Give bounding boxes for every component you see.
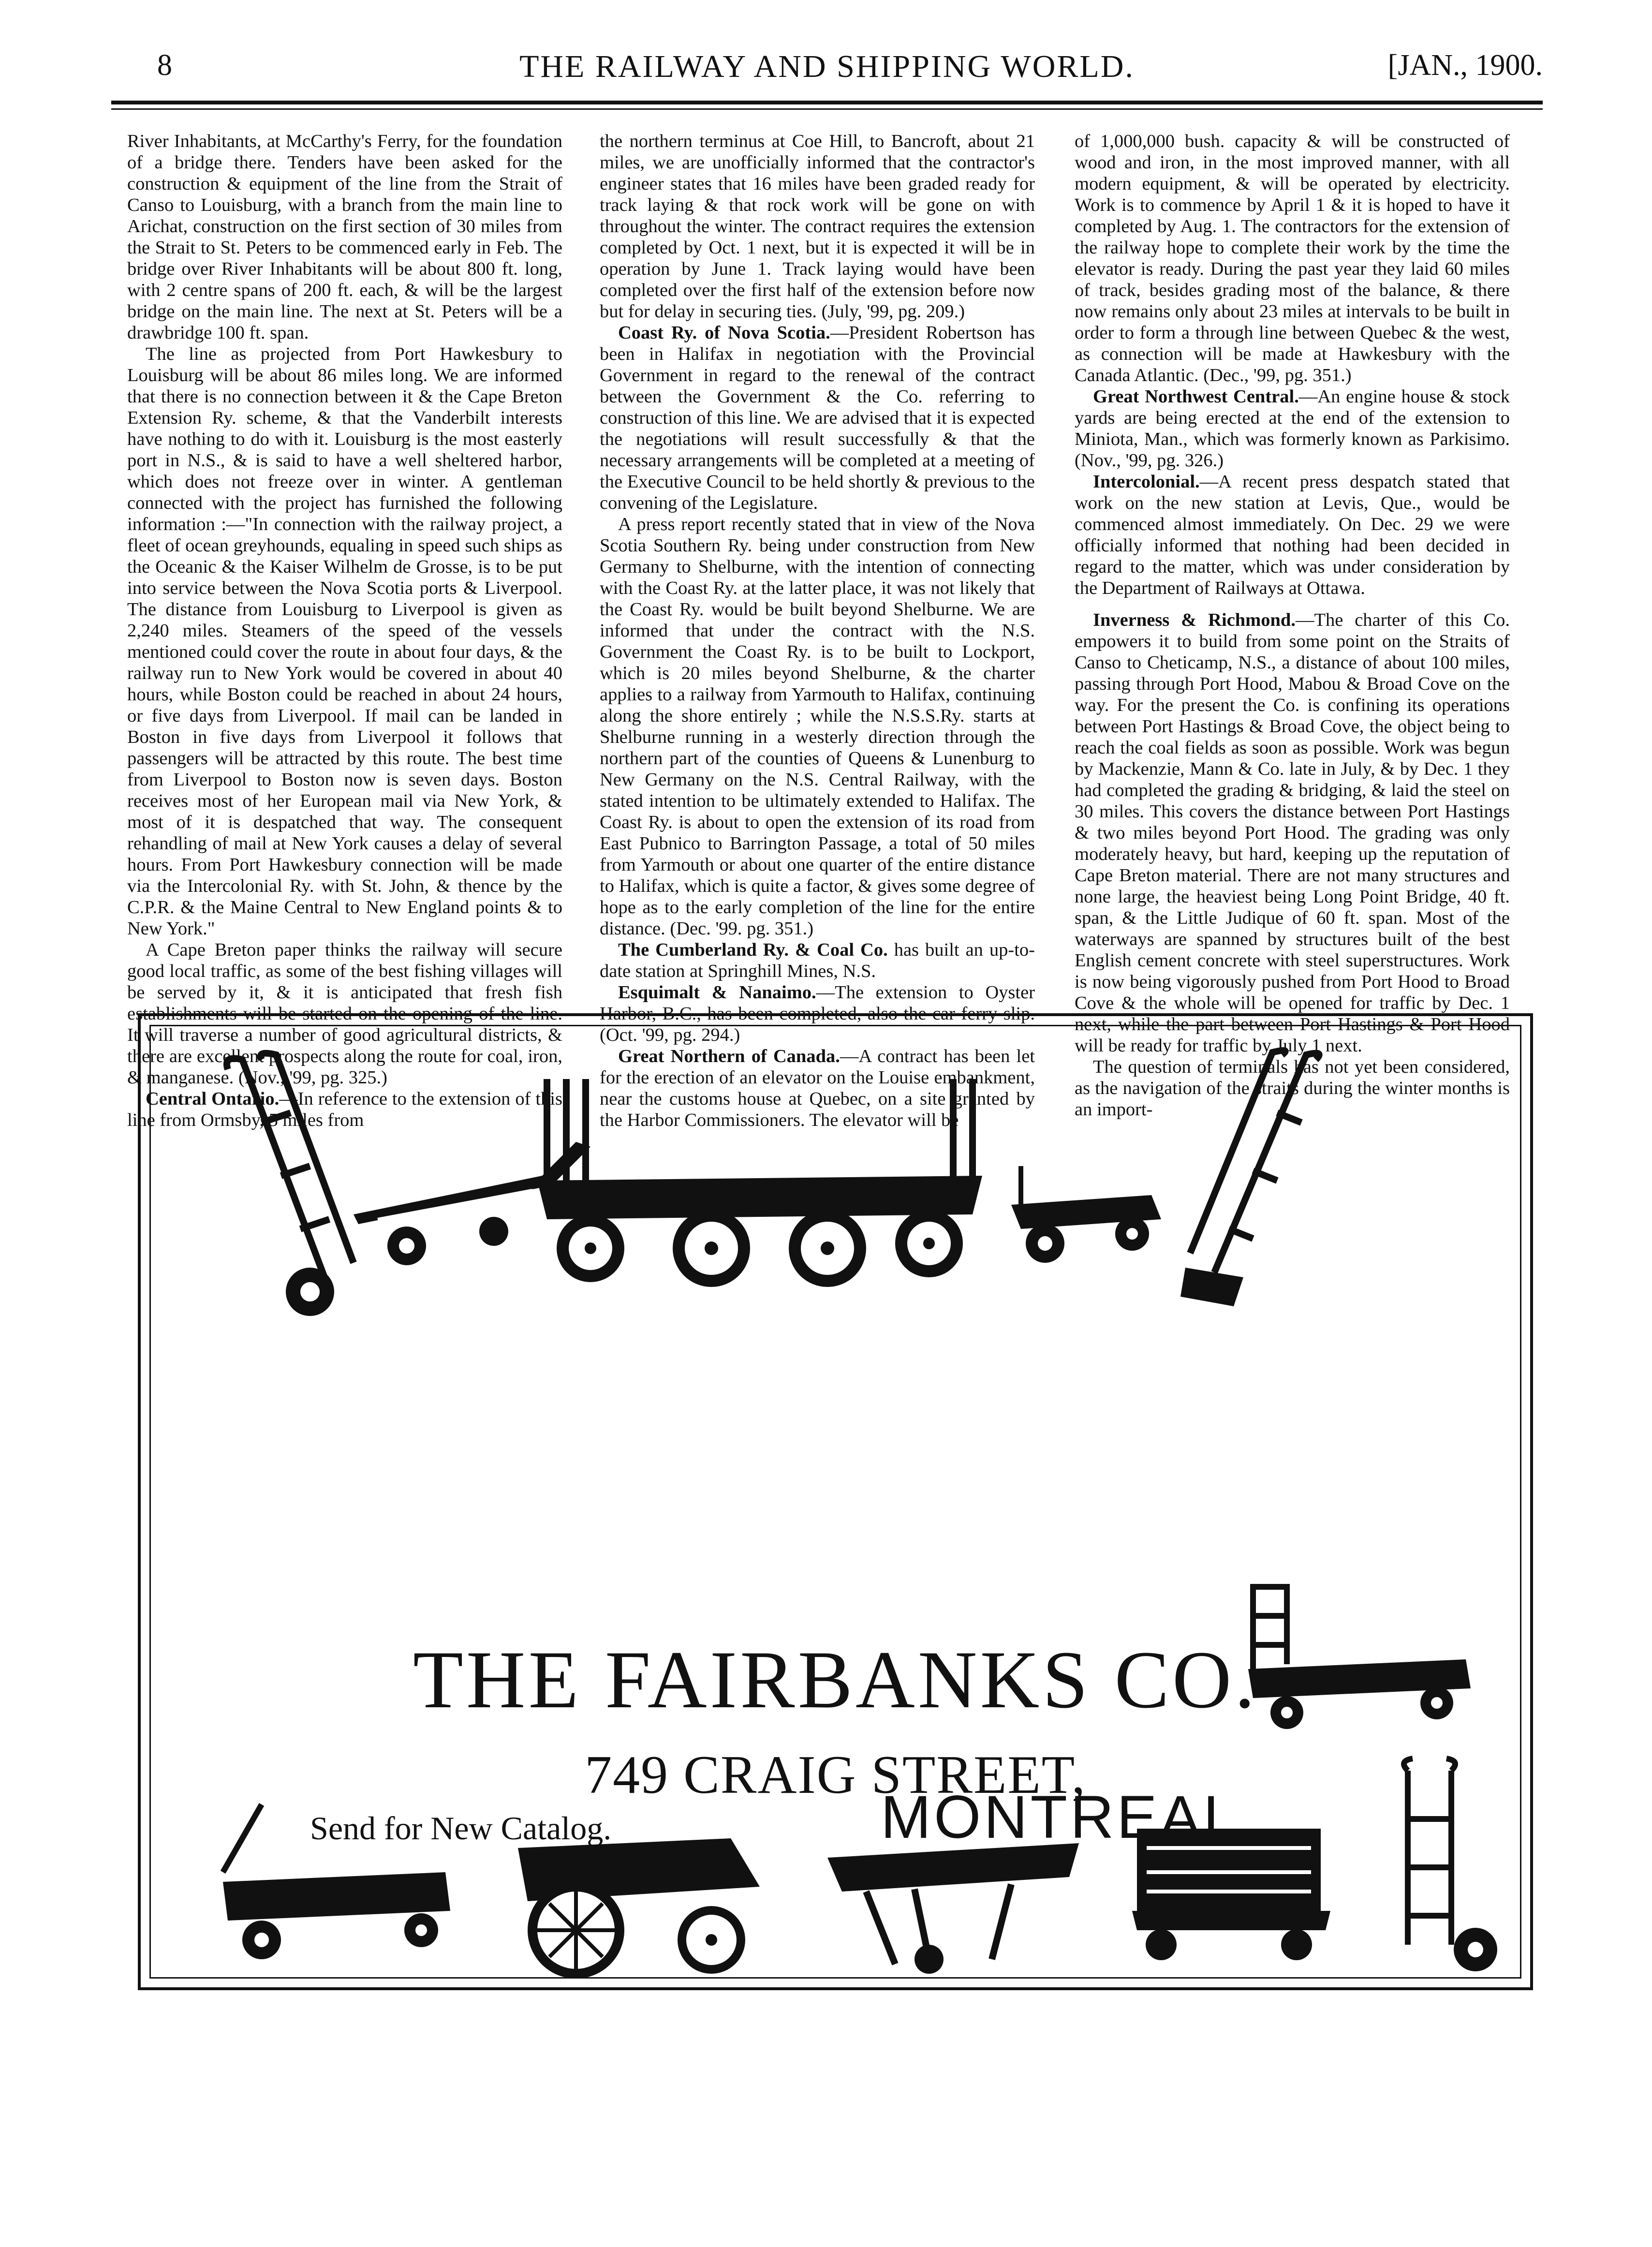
paragraph: Inverness & Richmond.—The charter of this Co. empowers it to build from some point on the Straits of Canso to Cheticamp, N.S., a distance of about 100 miles, passing through Port Hood, Mabou & Broad Cove on the way. For the present the Co. is confining its operations between Port Hastings & Broad Cove, the object being to reach the coal fields as soon as possible. Work was begun by Mackenzie, Mann & Co. late in July, & by Dec. 1 they had completed the grading & bridging, & laid the steel on 30 miles. This covers the distance between Port Hastings & two miles beyond Port Hood. The grading was only moderately heavy, but hard, keeping up the reputation of Cape Breton material. There are not many structures and none large, the heaviest being Long Point Bridge, 40 ft. span, & the Little Judique of 60 ft. span. Most of the waterways are spanned by structures built of the best English cement concrete with steel superstructures. Work is now being vigorously pushed from Port Hood to Broad Cove & the whole will be opened for traffic by Dec. 1 next, while the part between Port Hastings & Port Hood will be ready for traffic by July 1 next. xyxy=(1075,610,1510,1056)
paragraph: Coast Ry. of Nova Scotia.—President Robertson has been in Halifax in negotiation with the Provincial Government in regard to the renewal of the contract between the Government & the Co. referring to construction of this line. We are advised that it is expected the negotiations will result successfully & that the necessary arrangements will be completed at a meeting of the Executive Council to be held shortly & previous to the convening of the Legislature. xyxy=(600,323,1035,513)
paragraph: Great Northern of Canada.—A contract has been let for the erection of an elevator on the Louise embankment, near the customs house at Quebec, on a site granted by the Harbor Commissioners. The elevator will be xyxy=(600,1046,1035,1130)
paragraph: of 1,000,000 bush. capacity & will be constructed of wood and iron, in the most improved manner, with all modern equipment, & will be operated by electricity. Work is to commence by April 1 & it is hoped to have it completed by Aug. 1. The contractors for the extension of the railway hope to complete their work by the time the elevator is ready. During the past year they laid 60 miles of track, besides grading most of the balance, & there now remains only about 23 miles at intervals to be built in order to form a through line between Quebec & the west, as connection will be made at Hawkesbury with the Canada Atlantic. (Dec., '99, pg. 351.) xyxy=(1075,131,1510,385)
hand-truck-icon xyxy=(208,1050,363,1321)
paragraph: Great Northwest Central.—An engine house & stock yards are being erected at the end of the extension to Miniota, Man., which was formerly known as Parkisimo. (Nov., '99, pg. 326.) xyxy=(1075,386,1510,471)
platform-truck-icon xyxy=(1006,1161,1166,1268)
fairbanks-advertisement xyxy=(138,1013,1533,1990)
text-column-2 xyxy=(600,131,1035,1130)
header-rule xyxy=(111,101,1543,104)
paragraph: the northern terminus at Coe Hill, to Bancroft, about 21 miles, we are unofficially informed that the contractor's engineer states that 16 miles have been graded ready for track laying & that rock work will be gone on with throughout the winter. The contract requires the extension completed by Oct. 1 next, but it is expected it will be in operation by June 1. Track laying would have been completed over the first half of the extension before now but for delay in securing ties. (July, '99, pg. 209.) xyxy=(600,131,1035,322)
page-number: 8 xyxy=(157,49,172,82)
section-heading: Intercolonial. xyxy=(1093,472,1200,492)
paragraph: Intercolonial.—A recent press despatch stated that work on the new station at Levis, Que., would be commenced almost immediately. On Dec. 29 we were officially informed that nothing had been decided in regard to the matter, which was under consideration by the Department of Railways at Ottawa. xyxy=(1075,472,1510,598)
text-column-1 xyxy=(127,131,562,1130)
baggage-wagon-icon xyxy=(528,1069,992,1292)
ad-city: MONTREAL. xyxy=(881,1784,1260,1851)
ad-company-name: THE FAIRBANKS CO. xyxy=(413,1634,1258,1725)
wheelbarrow-icon xyxy=(508,1829,769,1983)
section-heading: Great Northwest Central. xyxy=(1093,386,1299,407)
issue-date: [JAN., 1900. xyxy=(1387,49,1543,82)
paragraph: The question of terminals has not yet been considered, as the navigation of the straits during the winter months is an import- xyxy=(1075,1057,1510,1120)
text-column-3 xyxy=(1075,131,1510,1120)
header-rule-thin xyxy=(111,108,1543,110)
paragraph: The line as projected from Port Hawkesbury to Louisburg will be about 86 miles long. We are informed that there is no connection between it & the Cape Breton Extension Ry. scheme, & that the Vanderbilt interests have nothing to do with it. Louisburg is the most easterly port in N.S., & is said to have a well sheltered harbor, which does not freeze over in winter. A gentleman connected with the project has furnished the following information :—"In connection with the railway project, a fleet of ocean greyhounds, equaling in speed such ships as the Oceanic & the Kaiser Wilhelm de Grosse, is to be put into service between the Nova Scotia ports & Liverpool. The distance from Louisburg to Liverpool is given as 2,240 miles. Steamers of the speed of the vessels mentioned could cover the route in about four days, & the railway run to New York would be covered in about 40 hours, while Boston could be reached in about 24 hours, or five days from Liverpool. If mail can be landed in Boston in five days from Liverpool it follows that passengers will be attracted by this route. The best time from Liverpool to Boston now is seven days. Boston receives most of her European mail via New York, & most of it is despatched that way. The consequent rehandling of mail at New York causes a delay of several hours. From Port Hawkesbury connection will be made via the Intercolonial Ry. with St. John, & thence by the C.P.R. & the Maine Central to New England points & to New York." xyxy=(127,344,562,939)
journal-title: THE RAILWAY AND SHIPPING WORLD. xyxy=(519,49,1135,84)
hand-truck-icon xyxy=(1171,1050,1335,1311)
paragraph: River Inhabitants, at McCarthy's Ferry, for the foundation of a bridge there. Tenders have been asked for the construction & equipment of the line from the Strait of Canso to Louisburg, with a branch from the main line to Arichat, construction on the first section of 30 miles from the Strait to St. Peters to be commenced early in Feb. The bridge over River Inhabitants will be about 800 ft. long, with 2 centre spans of 200 ft. each, & will be the largest bridge on the main line. The next at St. Peters will be a drawbridge 100 ft. span. xyxy=(127,131,562,343)
paragraph: Central Ontario.—In reference to the extension of this line from Ormsby, 5 miles from xyxy=(127,1089,562,1130)
section-heading: Great Northern of Canada. xyxy=(618,1046,840,1066)
page-header xyxy=(111,48,1543,116)
ad-street-address: 749 CRAIG STREET, xyxy=(585,1745,1086,1805)
section-heading: Inverness & Richmond. xyxy=(1093,610,1296,630)
paragraph: Esquimalt & Nanaimo.—The extension to Oyster Harbor, B.C., has been completed, also the car ferry slip. (Oct. '99, pg. 294.) xyxy=(600,982,1035,1045)
section-heading: The Cumberland Ry. & Coal Co. xyxy=(618,940,888,960)
ad-catalog-line: Send for New Catalog. xyxy=(310,1810,612,1847)
section-heading: Central Ontario. xyxy=(146,1089,280,1109)
section-heading: Esquimalt & Nanaimo. xyxy=(618,982,816,1003)
section-heading: Coast Ry. of Nova Scotia. xyxy=(618,323,830,343)
paragraph: A Cape Breton paper thinks the railway will secure good local traffic, as some of the best fishing villages will be served by it, & it is anticipated that fresh fish establishments will be started on the opening of the line. It will traverse a number of good agricultural districts, & there are excellent prospects along the route for coal, iron, & manganese. (Nov., '99, pg. 325.) xyxy=(127,940,562,1088)
paragraph: The Cumberland Ry. & Coal Co. has built an up-to-date station at Springhill Mines, N.S. xyxy=(600,940,1035,981)
paragraph: A press report recently stated that in view of the Nova Scotia Southern Ry. being under construction from New Germany to Shelburne, with the intention of connecting with the Coast Ry. at the latter place, it was not likely that the Coast Ry. would be built beyond Shelburne. We are informed that under the contract with the N.S. Government the Coast Ry. is to be built to Lockport, which is 20 miles beyond Shelburne, & the charter applies to a railway from Yarmouth to Halifax, continuing along the shore entirely ; while the N.S.S.Ry. starts at Shelburne running in a westerly direction through the northern part of the counties of Queens & Lunenburg to New Germany on the N.S. Central Railway, with the stated intention to be ultimately extended to Halifax. The Coast Ry. is about to open the extension of its road from East Pubnico to Barrington Passage, a total of 50 miles from Yarmouth or about one quarter of the entire distance to Halifax, which is quite a factor, & gives some degree of hope as to the early completion of the line for the entire distance. (Dec. '99. pg. 351.) xyxy=(600,514,1035,939)
